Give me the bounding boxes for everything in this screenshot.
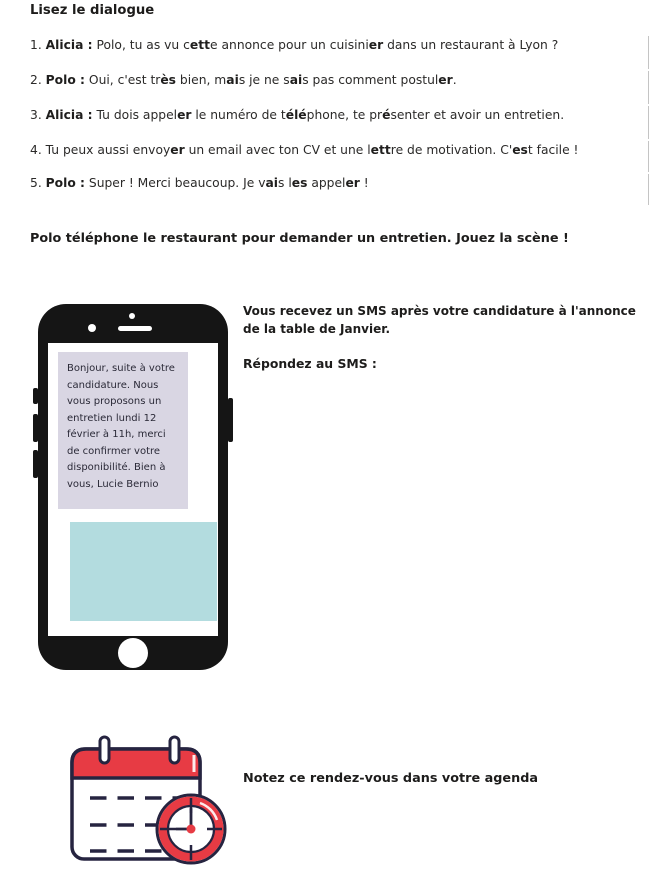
sms-message-bubble: [58, 352, 188, 509]
sms-message-text: Bonjour, suite à votre candidature. Nous vous proposons un entretien lundi 12 février à 11h, merci de confirmer votre disponibilité. Bien à vous, Lucie Bernio: [67, 363, 175, 490]
calendar-ring-peg: [100, 737, 109, 763]
sms-reply-area: [70, 522, 217, 621]
row-border-tick: [648, 141, 649, 172]
dialogue-line-3: 3. Alicia : Tu dois appeler le numéro de téléphone, te présenter et avoir un entretien.: [30, 108, 565, 122]
speaker-bar-icon: [118, 326, 152, 331]
sms-intro-text: [243, 302, 653, 338]
dialogue-line-2: 2. Polo : Oui, c'est très bien, mais je ne sais pas comment postuler.: [30, 73, 457, 87]
row-border-tick: [648, 71, 649, 104]
calendar-header: [72, 749, 200, 778]
smartphone-illustration: [38, 304, 228, 670]
dialogue-line-5: 5. Polo : Super ! Merci beaucoup. Je vais les appeler !: [30, 176, 369, 190]
phone-side-button: [33, 450, 38, 478]
calendar-ring-peg: [170, 737, 179, 763]
phone-side-button: [33, 414, 38, 442]
dialogue-line-1: 1. Alicia : Polo, tu as vu cette annonce pour un cuisinier dans un restaurant à Lyon ?: [30, 38, 559, 52]
sms-reply-prompt: Répondez au SMS :: [243, 356, 377, 371]
phone-side-button: [33, 388, 38, 404]
calendar-icon: [50, 730, 235, 872]
home-button-icon: [118, 638, 148, 668]
row-border-tick: [648, 36, 649, 69]
dialogue-line-4: 4. Tu peux aussi envoyer un email avec ton CV et une lettre de motivation. C'est facile !: [30, 143, 579, 157]
phone-side-button: [228, 398, 233, 442]
page-title: Lisez le dialogue: [30, 3, 155, 18]
row-border-tick: [648, 174, 649, 205]
calendar-clock-illustration: [50, 730, 235, 872]
clock-center-dot: [187, 825, 196, 834]
sensor-dot-icon: [88, 324, 96, 332]
agenda-note-text: Notez ce rendez-vous dans votre agenda: [243, 771, 538, 786]
camera-dot-icon: [129, 313, 135, 319]
row-border-tick: [648, 106, 649, 139]
scene-instruction: Polo téléphone le restaurant pour demander un entretien. Jouez la scène !: [30, 231, 569, 246]
clock-icon: [157, 795, 225, 863]
sms-intro-line-1: Vous recevez un SMS après votre candidature à l'annonce: [243, 304, 636, 318]
sms-intro-line-2: de la table de Janvier.: [243, 322, 390, 336]
phone-screen: [48, 343, 218, 636]
